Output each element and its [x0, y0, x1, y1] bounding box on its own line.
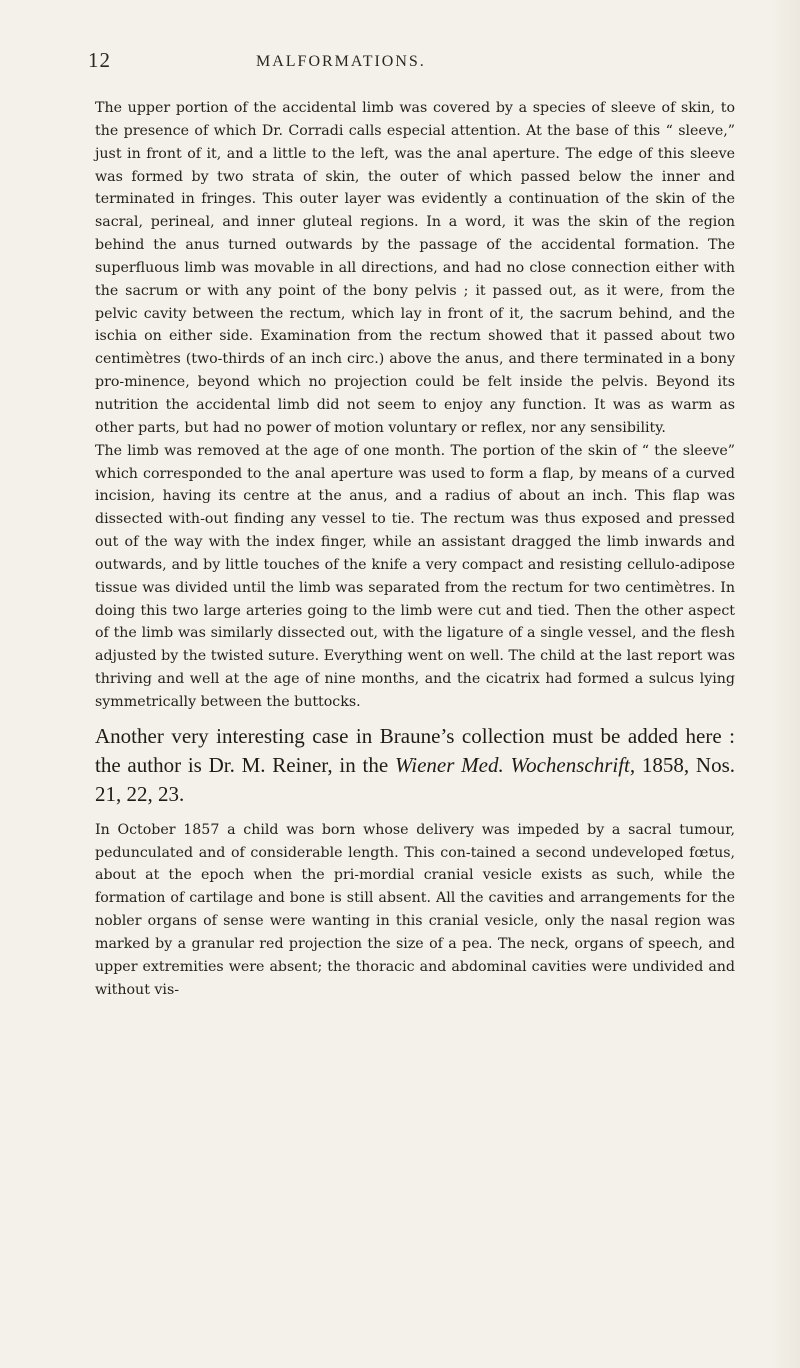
- page-edge-shadow: [770, 0, 800, 1368]
- paragraph-limb-description: The upper portion of the accidental limb was covered by a species of sleeve of skin, to the presence of which Dr. Corradi calls especial attention. At the base of this “ sleeve,” just in front of it, and a little to the left, was the anal aperture. The edge of this sleeve was formed by two strata of skin, the outer of which passed below the inner and terminated in fringes. This outer layer was evidently a continuation of the skin of the sacral, perineal, and inner gluteal regions. In a word, it was the skin of the region behind the anus turned outwards by the passage of the accidental formation. The superfluous limb was movable in all directions, and had no close connection either with the sacrum or with any point of the bony pelvis ; it passed out, as it were, from the pelvic cavity between the rectum, which lay in front of it, the sacrum behind, and the ischia on either side. Examination from the rectum showed that it passed about two centimètres (two-thirds of an inch circ.) above the anus, and there terminated in a bony pro-minence, beyond which no projection could be felt inside the pelvis. Beyond its nutrition the accidental limb did not seem to enjoy any function. It was as warm as other parts, but had no power of motion voluntary or reflex, nor any sensibility.: [95, 100, 735, 436]
- running-head: MALFORMATIONS.: [256, 53, 426, 70]
- paragraph-sacral-tumour-case: In October 1857 a child was born whose delivery was impeded by a sacral tumour, pedunculated and of considerable length. This con-tained a second undeveloped fœtus, about at the epoch when the pri-mordial cranial vesicle exists as such, while the formation of cartilage and bone is still absent. All the cavities and arrangements for the nobler organs of sense were wanting in this cranial vesicle, only the nasal region was marked by a granular red projection the size of a pea. The neck, organs of speech, and upper extremities were absent; the thoracic and abdominal cavities were undivided and without vis-: [95, 821, 735, 998]
- text-block: [95, 97, 735, 1002]
- section-intro-reiner-case: [95, 722, 735, 809]
- section-intro-text: Another very interesting case in Braune’s collection must be added here : the author is Dr. M. Reiner, in the: [95, 723, 735, 777]
- section-intro-citation: 1858, Nos. 21, 22, 23.: [95, 752, 735, 806]
- page-header: [88, 48, 738, 74]
- paragraph-removal-operation: The limb was removed at the age of one month. The portion of the skin of “ the sleeve” which corresponded to the anal aperture was used to form a flap, by means of a curved incision, having its centre at the anus, and a radius of about an inch. This flap was dissected with-out finding any vessel to tie. The rectum was thus exposed and pressed out of the way with the index finger, while an assistant dragged the limb inwards and outwards, and by little touches of the knife a very compact and resisting cellulo-adipose tissue was divided until the limb was separated from the rectum for two centimètres. In doing this two large arteries going to the limb were cut and tied. Then the other aspect of the limb was similarly dissected out, with the ligature of a single vessel, and the flesh adjusted by the twisted suture. Everything went on well. The child at the last report was thriving and well at the age of nine months, and the cicatrix had formed a sulcus lying symmetrically between the buttocks.: [95, 442, 735, 710]
- journal-title: Wiener Med. Wochenschrift,: [394, 752, 636, 777]
- page-number: 12: [88, 48, 111, 72]
